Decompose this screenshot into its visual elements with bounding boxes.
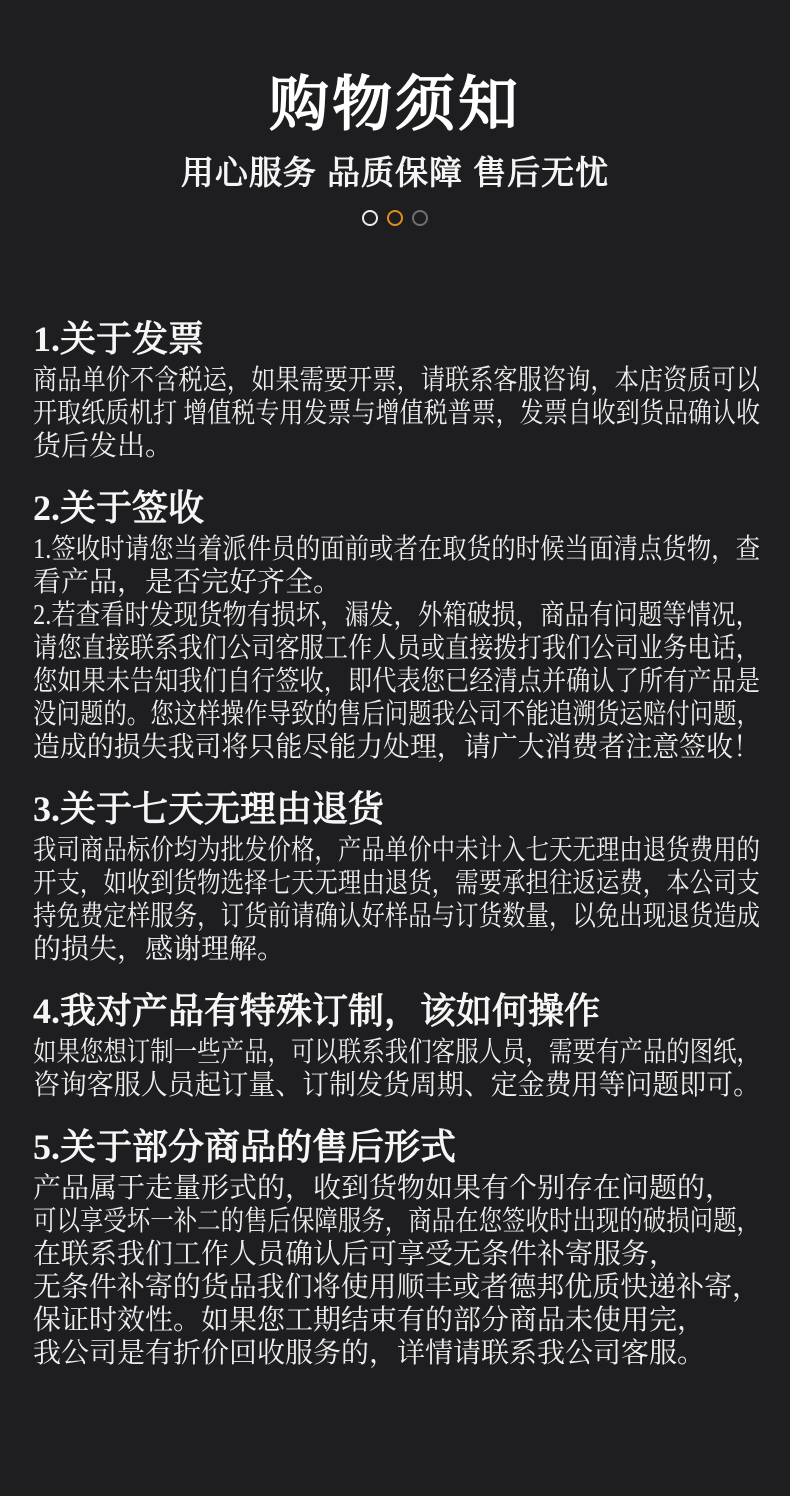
section-line: 产品属于走量形式的，收到货物如果有个别存在问题的， <box>33 1173 734 1204</box>
section-line: 造成的损失我司将只能尽能力处理，请广大消费者注意签收！ <box>33 732 761 763</box>
notice-section <box>33 487 760 764</box>
page-subtitle: 用心服务 品质保障 售后无忧 <box>180 154 610 191</box>
section-line: 保证时效性。如果您工期结束有的部分商品未使用完， <box>33 1305 706 1336</box>
section-line: 没问题的。您这样操作导致的售后问题我公司不能追溯货运赔付问题， <box>33 699 761 730</box>
section-line: 货后发出。 <box>33 431 174 462</box>
notice-content <box>33 318 760 1370</box>
notice-section <box>33 1126 760 1370</box>
section-line: 咨询客服人员起订量、订制发货周期、定金费用等问题即可。 <box>33 1070 761 1101</box>
section-line: 如果您想订制一些产品，可以联系我们客服人员，需要有产品的图纸， <box>33 1037 761 1068</box>
section-line: 看产品，是否完好齐全。 <box>33 567 342 598</box>
section-body <box>33 1172 760 1370</box>
section-body <box>33 1036 760 1102</box>
section-line: 在联系我们工作人员确认后可享受无条件补寄服务， <box>33 1239 678 1270</box>
header <box>0 0 790 226</box>
carousel-dot-2[interactable] <box>387 210 403 226</box>
notice-section <box>33 990 760 1102</box>
section-line: 请您直接联系我们公司客服工作人员或直接拨打我们公司业务电话， <box>33 633 761 664</box>
notice-section <box>33 788 760 966</box>
section-line: 无条件补寄的货品我们将使用顺丰或者德邦优质快递补寄， <box>33 1272 761 1303</box>
section-line: 开支，如收到货物选择七天无理由退货，需要承担往返运费，本公司支 <box>33 868 761 899</box>
section-body <box>33 364 760 463</box>
section-line: 2.若查看时发现货物有损坏，漏发，外箱破损，商品有问题等情况， <box>33 600 761 631</box>
section-line: 的损失，感谢理解。 <box>33 934 286 965</box>
page-title: 购物须知 <box>269 71 521 138</box>
section-heading: 1.关于发票 <box>33 319 205 359</box>
section-line: 持免费定样服务，订货前请确认好样品与订货数量，以免出现退货造成 <box>33 901 761 932</box>
carousel-dot-1[interactable] <box>362 210 378 226</box>
section-heading: 3.关于七天无理由退货 <box>33 789 385 829</box>
section-line: 1.签收时请您当着派件员的面前或者在取货的时候当面清点货物，查 <box>33 534 761 565</box>
section-line: 开取纸质机打 增值税专用发票与增值税普票，发票自收到货品确认收 <box>33 398 761 429</box>
section-line: 可以享受坏一补二的售后保障服务，商品在您签收时出现的破损问题， <box>33 1206 761 1237</box>
notice-section <box>33 318 760 463</box>
section-line: 我司商品标价均为批发价格，产品单价中未计入七天无理由退货费用的 <box>33 835 761 866</box>
section-heading: 4.我对产品有特殊订制，该如何操作 <box>33 991 601 1031</box>
section-line: 我公司是有折价回收服务的，详情请联系我公司客服。 <box>33 1338 706 1369</box>
section-line: 商品单价不含税运，如果需要开票，请联系客服咨询，本店资质可以 <box>33 365 761 396</box>
section-body <box>33 834 760 966</box>
carousel-dots <box>0 210 790 226</box>
section-heading: 5.关于部分商品的售后形式 <box>33 1127 457 1167</box>
carousel-dot-3[interactable] <box>412 210 428 226</box>
section-body <box>33 533 760 764</box>
section-heading: 2.关于签收 <box>33 488 205 528</box>
section-line: 您如果未告知我们自行签收，即代表您已经清点并确认了所有产品是 <box>33 666 761 697</box>
